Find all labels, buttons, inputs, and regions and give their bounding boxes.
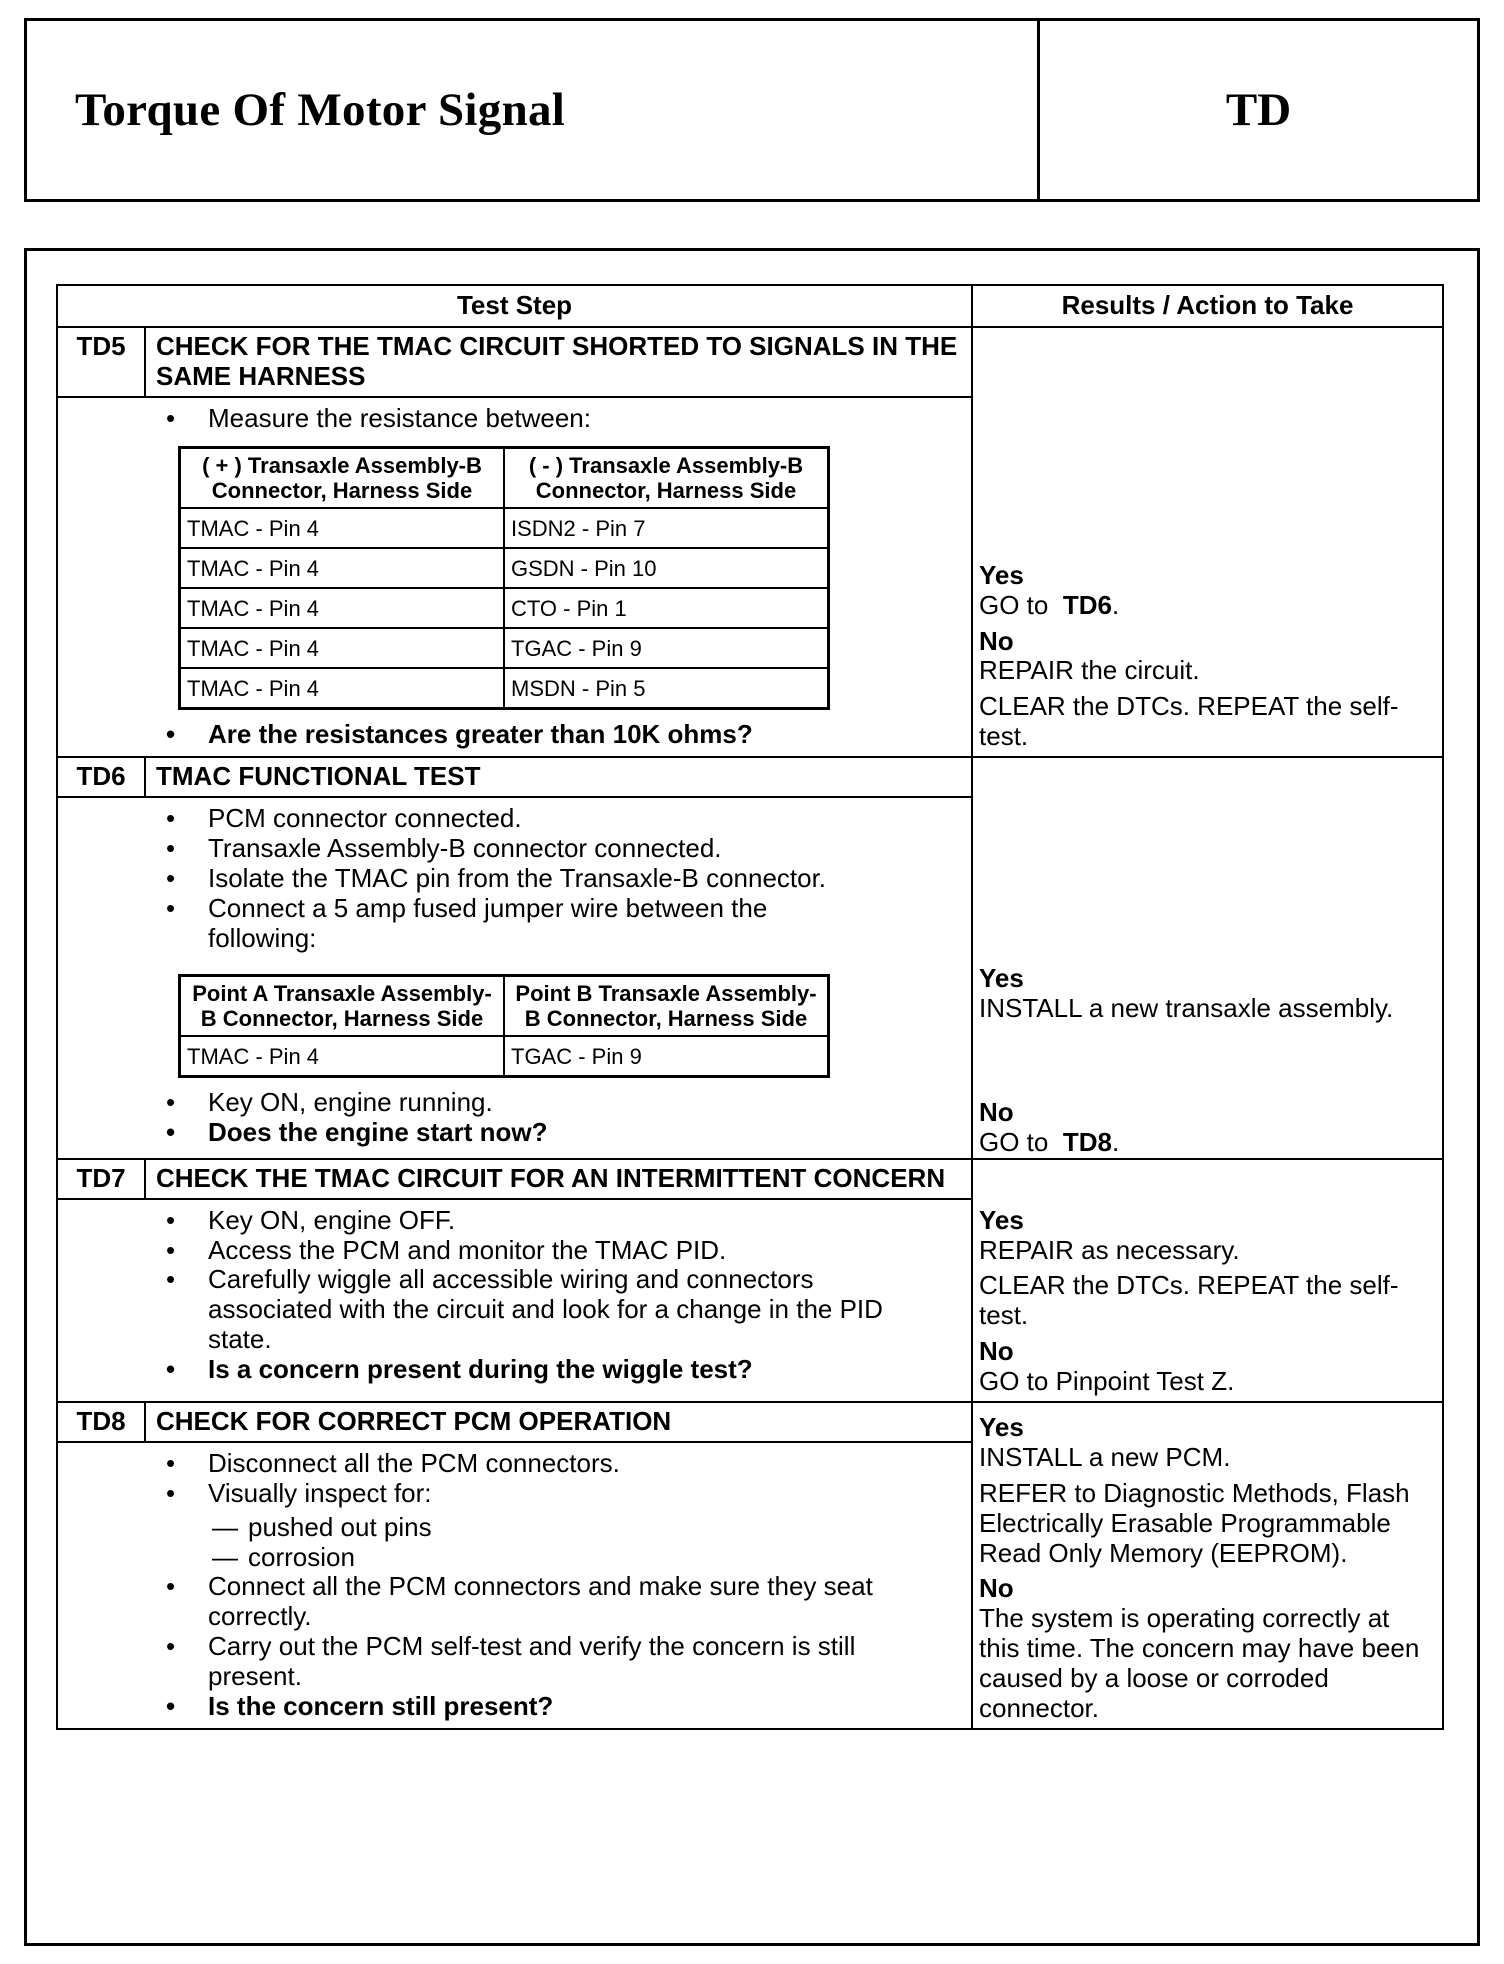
bullet-item: • Carry out the PCM self-test and verify the concern is still present. [208,1632,911,1692]
no-label: No [979,625,1014,656]
cell-pos: TMAC - Pin 4 [180,508,505,548]
no-label: No [979,1096,1014,1127]
cell-neg: MSDN - Pin 5 [504,668,829,709]
yes-label: Yes [979,1411,1024,1442]
pinpoint-test-table [56,284,1444,1730]
bullet-item: • Visually inspect for: [208,1479,911,1509]
cell-neg: GSDN - Pin 10 [504,548,829,588]
resistance-table [178,446,830,711]
cell-neg: CTO - Pin 1 [504,588,829,628]
step-body [57,1442,972,1729]
jumper-table [178,974,830,1079]
dash-item: — corrosion [248,1543,961,1573]
no-step-ref: TD8 [1062,1126,1112,1157]
step-id: TD5 [57,327,145,397]
no-label: No [979,1573,1014,1604]
step-results: Yes INSTALL a new transaxle assembly. No GO to TD8. [972,757,1443,1159]
yes-step-ref: TD6 [1062,589,1112,620]
yes-action: REPAIR as necessary. [979,1234,1240,1265]
table-header-row [57,285,1443,327]
cell-pos: TMAC - Pin 4 [180,548,505,588]
step-title: TMAC FUNCTIONAL TEST [145,757,972,797]
yes-label: Yes [979,963,1024,994]
step-body [57,397,972,757]
question-item: • Is the concern still present? [208,1692,911,1722]
step-results: Yes GO to TD6. No REPAIR the circuit. CLEAR the DTCs. REPEAT the self-test. [972,327,1443,757]
yes-action: INSTALL a new PCM. [979,1441,1231,1472]
no-action: GO to [979,1126,1049,1157]
step-title: CHECK FOR THE TMAC CIRCUIT SHORTED TO SIGNALS IN THE SAME HARNESS [145,327,972,397]
cell-point-a: TMAC - Pin 4 [180,1036,505,1077]
cell-neg: TGAC - Pin 9 [504,628,829,668]
section-code: TD [1225,84,1292,136]
page-header [24,18,1480,202]
step-id: TD6 [57,757,145,797]
step-body [57,797,972,1158]
page-title: Torque Of Motor Signal [75,84,566,136]
yes-action: GO to [979,589,1049,620]
bullet-item: • Carefully wiggle all accessible wiring and connectors associated with the circuit and look for a change in the PID state. [208,1265,891,1355]
step-id: TD8 [57,1402,145,1442]
step-id: TD7 [57,1159,145,1199]
table-row [180,628,829,668]
cell-pos: TMAC - Pin 4 [180,668,505,709]
step-title: CHECK THE TMAC CIRCUIT FOR AN INTERMITTENT CONCERN [145,1159,972,1199]
step-td8-title-row [57,1402,1443,1442]
yes-action-2: REFER to Diagnostic Methods, Flash Electrically Erasable Programmable Read Only Memory (EEPROM). [979,1477,1410,1568]
test-step-header: Test Step [57,285,972,327]
cell-point-b: TGAC - Pin 9 [504,1036,829,1077]
step-results [972,1402,1443,1729]
point-b-header: Point B Transaxle Assembly-B Connector, Harness Side [504,975,829,1036]
bullet-item: • Key ON, engine OFF. [208,1206,891,1236]
yes-label: Yes [979,1204,1024,1235]
cell-pos: TMAC - Pin 4 [180,588,505,628]
yes-label: Yes [979,559,1024,590]
bullet-item: • Key ON, engine running. [208,1088,961,1118]
no-action-2: CLEAR the DTCs. REPEAT the self-test. [979,691,1399,752]
point-a-header: Point A Transaxle Assembly-B Connector, Harness Side [180,975,505,1036]
table-row [180,588,829,628]
no-action: The system is operating correctly at this time. The concern may have been caused by a loose or corroded connector. [979,1603,1420,1723]
no-label: No [979,1336,1014,1367]
cell-neg: ISDN2 - Pin 7 [504,508,829,548]
no-action: REPAIR the circuit. [979,655,1200,686]
yes-action-2: CLEAR the DTCs. REPEAT the self-test. [979,1270,1399,1331]
question-item: • Is a concern present during the wiggle test? [208,1355,891,1385]
question-item: • Does the engine start now? [208,1118,961,1148]
dash-item: — pushed out pins [248,1513,961,1543]
step-td6-title-row [57,757,1443,797]
table-row [180,668,829,709]
bullet-item: • Connect a 5 amp fused jumper wire between the following: [208,894,961,954]
table-row [180,548,829,588]
step-td5-title-row [57,327,1443,397]
question-item: • Are the resistances greater than 10K ohms? [208,720,961,750]
bullet-item: • Disconnect all the PCM connectors. [208,1449,911,1479]
step-results [972,1159,1443,1402]
step-td7-title-row [57,1159,1443,1199]
table-row [180,508,829,548]
bullet-item: • Connect all the PCM connectors and make sure they seat correctly. [208,1572,911,1632]
positive-lead-header: ( + ) Transaxle Assembly-B Connector, Harness Side [180,447,505,508]
step-title: CHECK FOR CORRECT PCM OPERATION [145,1402,972,1442]
bullet-item: • PCM connector connected. [208,804,961,834]
bullet-item: • Isolate the TMAC pin from the Transaxle-B connector. [208,864,961,894]
step-body [57,1199,972,1402]
results-header: Results / Action to Take [972,285,1443,327]
negative-lead-header: ( - ) Transaxle Assembly-B Connector, Harness Side [504,447,829,508]
bullet-item: • Access the PCM and monitor the TMAC PID. [208,1236,891,1266]
table-row [180,1036,829,1077]
bullet-item: • Measure the resistance between: [208,404,961,434]
yes-action: INSTALL a new transaxle assembly. [979,993,1394,1024]
cell-pos: TMAC - Pin 4 [180,628,505,668]
no-action: GO to Pinpoint Test Z. [979,1366,1235,1397]
bullet-item: • Transaxle Assembly-B connector connected. [208,834,961,864]
